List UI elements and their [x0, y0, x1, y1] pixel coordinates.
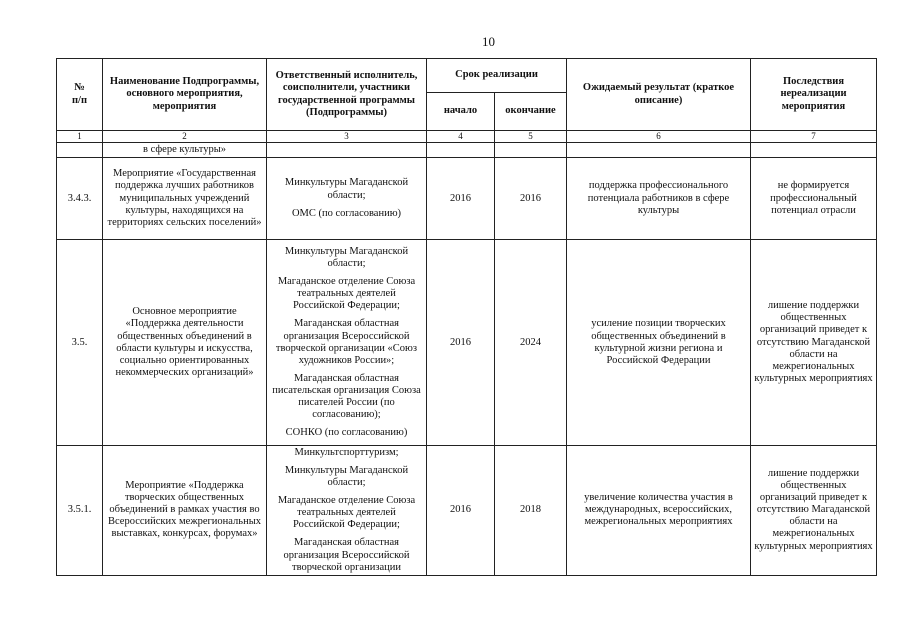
- row-consequence: лишение поддержки общественных организаций приведет к отсутствию Магаданской области на межрегиональных культурных мероприятиях: [751, 446, 877, 576]
- continuation-text: в сфере культуры»: [103, 143, 267, 158]
- row-start: 2016: [427, 158, 495, 240]
- program-table: [56, 58, 877, 576]
- row-consequence: лишение поддержки общественных организаций приведет к отсутствию Магаданской области на межрегиональных культурных мероприятиях: [751, 240, 877, 446]
- executor: Минкультспорттуризм;: [294, 447, 399, 459]
- table-row: [57, 240, 877, 446]
- column-number-row: [57, 131, 877, 143]
- header-number: № п/п: [57, 59, 103, 131]
- executor: СОНКО (по согласованию): [285, 426, 408, 438]
- header-start: начало: [427, 93, 495, 131]
- executor: Магаданская областная организация Всероссийской творческой организации «Союз художников России»;: [275, 318, 418, 366]
- executor: Магаданская областная организация Всероссийской творческой организации: [283, 537, 410, 573]
- row-name: Мероприятие «Государственная поддержка лучших работников муниципальных учреждений культуры, находящихся на территориях сельских поселений»: [103, 158, 267, 240]
- page-number: 10: [482, 34, 495, 49]
- column-number: 3: [267, 131, 427, 143]
- row-start: 2016: [427, 240, 495, 446]
- column-number: 4: [427, 131, 495, 143]
- table-row: [57, 446, 877, 576]
- executor: Магаданское отделение Союза театральных деятелей Российской Федерации;: [277, 276, 416, 312]
- executor: Минкультуры Магаданской области;: [284, 177, 409, 201]
- header-end: окончание: [495, 93, 567, 131]
- row-name: Мероприятие «Поддержка творческих общественных объединений в рамках участия во Всероссийских межрегиональных выставках, конкурсах, форумах»: [103, 446, 267, 576]
- row-number: 3.5.1.: [57, 446, 103, 576]
- header-period: Срок реализации: [427, 59, 567, 93]
- table-row: [57, 158, 877, 240]
- executor: Минкультуры Магаданской области;: [284, 465, 409, 489]
- executor: Магаданская областная писательская организация Союза писателей России (по согласованию);: [272, 372, 421, 420]
- column-number: 6: [567, 131, 751, 143]
- row-result: поддержка профессионального потенциала работников в сфере культуры: [567, 158, 751, 240]
- row-consequence: не формируется профессиональный потенциал отрасли: [751, 158, 877, 240]
- row-start: 2016: [427, 446, 495, 576]
- row-end: 2024: [495, 240, 567, 446]
- row-name: Основное мероприятие «Поддержка деятельности общественных объединений в области культуры и искусства, социально ориентированных некоммерческих организаций»: [103, 240, 267, 446]
- column-number: 5: [495, 131, 567, 143]
- header-executors: Ответственный исполнитель, соисполнители, участники государственной программы (Подпрограммы): [267, 59, 427, 131]
- continuation-row: [57, 143, 877, 158]
- executor: Минкультуры Магаданской области;: [284, 246, 409, 270]
- column-number: 2: [103, 131, 267, 143]
- header-name: Наименование Подпрограммы, основного мероприятия, мероприятия: [103, 59, 267, 131]
- column-number: 7: [751, 131, 877, 143]
- executor: ОМС (по согласованию): [291, 207, 402, 219]
- column-number: 1: [57, 131, 103, 143]
- header-consequence: Последствия нереализации мероприятия: [751, 59, 877, 131]
- row-executors: [267, 158, 427, 240]
- header-result: Ожидаемый результат (краткое описание): [567, 59, 751, 131]
- row-executors: [267, 446, 427, 576]
- row-end: 2016: [495, 158, 567, 240]
- row-result: усиление позиции творческих общественных объединений в культурной жизни региона и Российской Федерации: [567, 240, 751, 446]
- table-header: [57, 59, 877, 143]
- row-result: увеличение количества участия в международных, всероссийских, межрегиональных мероприятиях: [567, 446, 751, 576]
- row-number: 3.4.3.: [57, 158, 103, 240]
- executor: Магаданское отделение Союза театральных деятелей Российской Федерации;: [277, 495, 416, 531]
- row-executors: [267, 240, 427, 446]
- row-number: 3.5.: [57, 240, 103, 446]
- row-end: 2018: [495, 446, 567, 576]
